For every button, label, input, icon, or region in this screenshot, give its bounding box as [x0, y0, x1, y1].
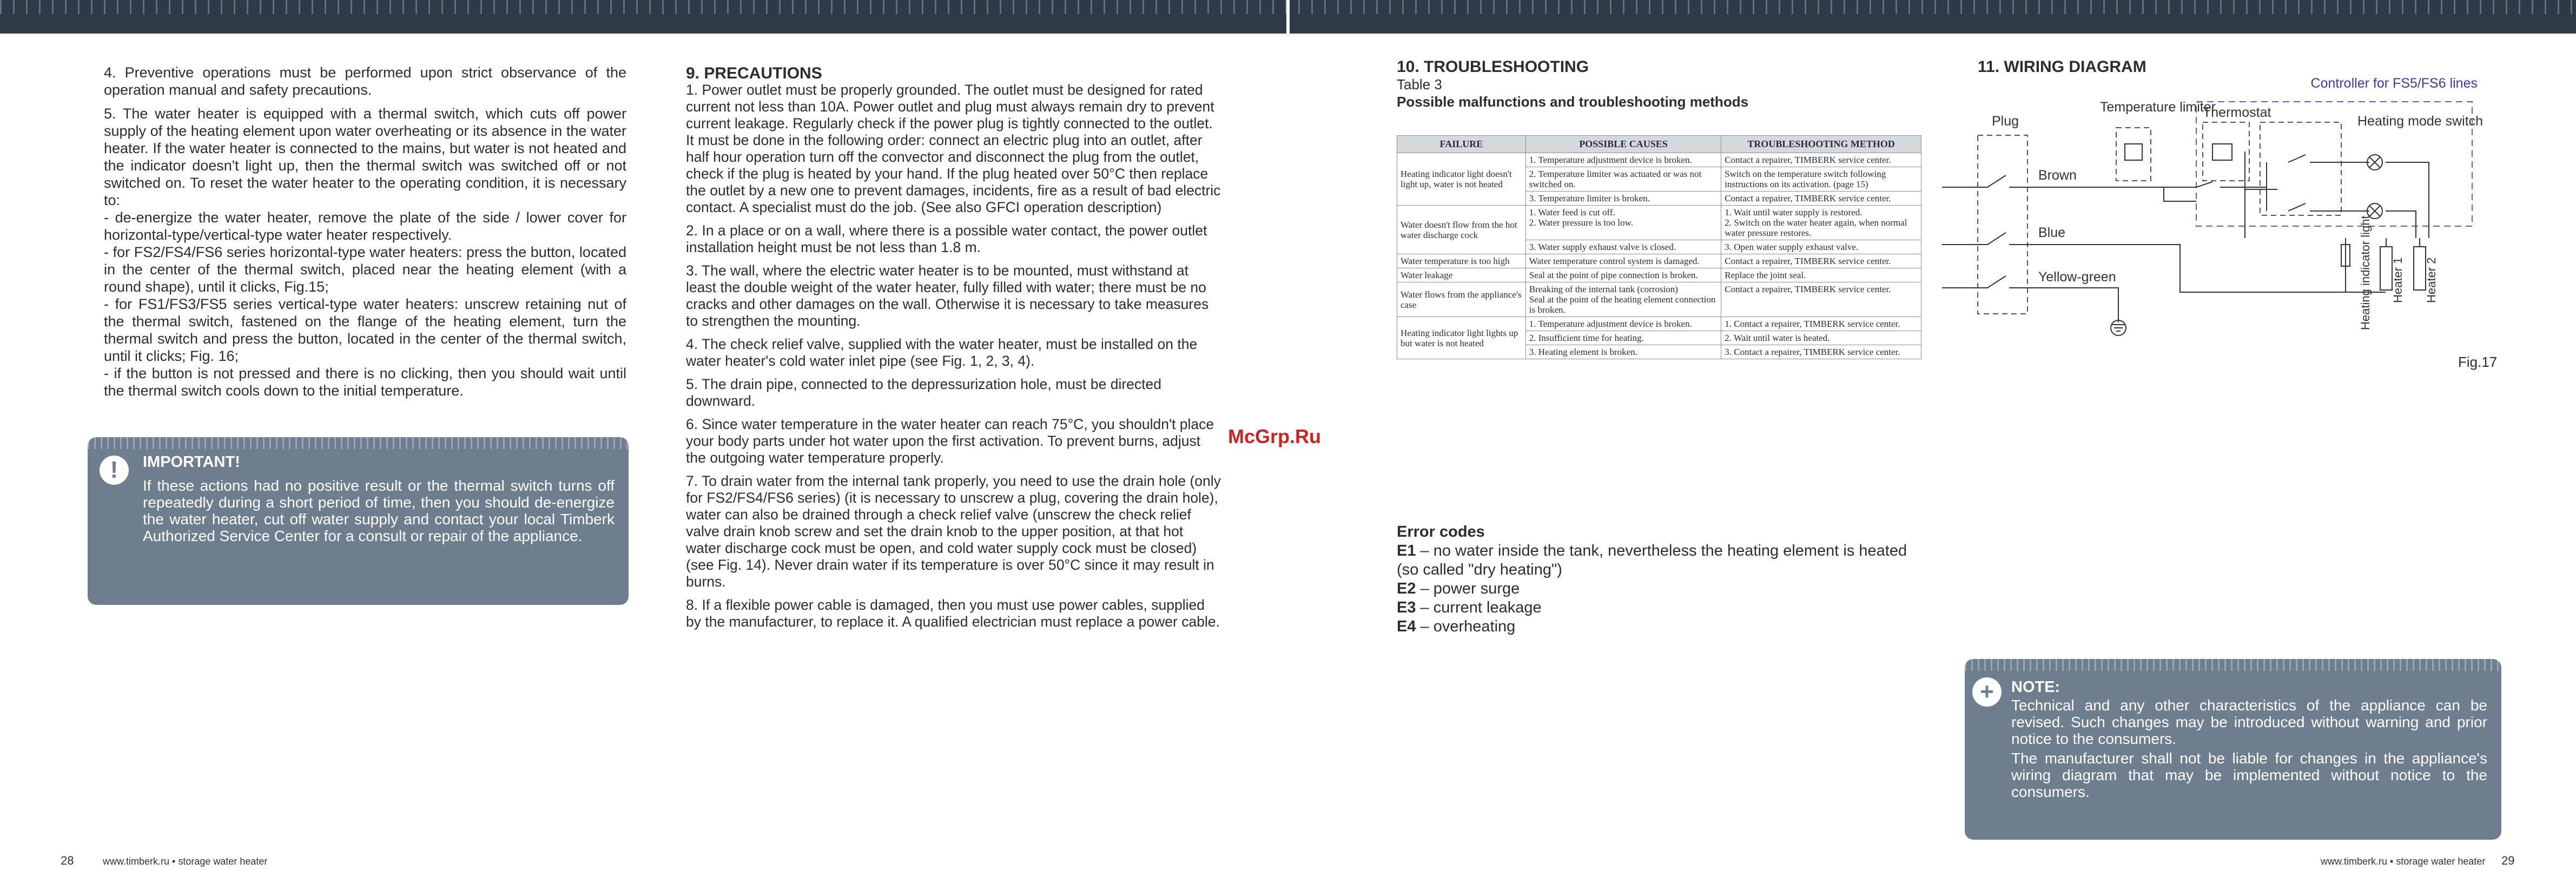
cause-cell: 3. Water supply exhaust valve is closed. — [1525, 240, 1721, 254]
table-row — [1397, 254, 1921, 268]
important-text: If these actions had no positive result or the thermal switch turns off repeatedly during a short period of time, then you should de-energize the water heater, cut off water supply and contact your local Timberk Authorized Service Center for a consult or repair of the appliance. — [143, 477, 615, 544]
failure-cell: Water leakage — [1397, 268, 1526, 282]
error-code-text: – no water inside the tank, nevertheless the heating element is heated (so called "dry heating") — [1397, 542, 1907, 578]
heating-mode-label: Heating mode switch — [2357, 114, 2483, 129]
error-code: E2 — [1397, 580, 1416, 597]
error-codes — [1397, 523, 1927, 636]
limiter-element — [2125, 144, 2142, 160]
internal-wiring — [2164, 151, 2429, 238]
table-row — [1397, 153, 1921, 167]
cause-cell: 1. Temperature adjustment device is broken. — [1525, 153, 1721, 167]
table-row — [1397, 317, 1921, 331]
cause-cell: 1. Water feed is cut off. 2. Water pressure is too low. — [1525, 206, 1721, 240]
heater-2-label: Heater 2 — [2425, 257, 2438, 303]
method-cell: Replace the joint seal. — [1721, 268, 1921, 282]
cause-cell: Breaking of the internal tank (corrosion) Seal at the point of the heating element connection is broken. — [1525, 282, 1721, 317]
method-cell: Contact a repairer, TIMBERK service center. — [1721, 282, 1921, 317]
note-title: NOTE: — [2011, 678, 2060, 696]
precautions-list — [686, 82, 1221, 630]
table-label: Table 3 — [1397, 76, 1442, 93]
cause-cell: 3. Temperature limiter is broken. — [1525, 192, 1721, 206]
method-cell: Contact a repairer, TIMBERK service center. — [1721, 254, 1921, 268]
heater-1-label: Heater 1 — [2391, 257, 2405, 303]
brown-wire — [1942, 175, 2267, 187]
cause-cell: 2. Temperature limiter was actuated or was not switched on. — [1525, 167, 1721, 192]
blue-wire — [1942, 233, 2386, 292]
failure-cell: Water temperature is too high — [1397, 254, 1526, 268]
precautions-column — [686, 65, 1221, 637]
right-page-number: 29 — [2501, 854, 2515, 867]
precaution-item: 2. In a place or on a wall, where there is a possible water contact, the power outlet installation height must be not less than 1.8 m. — [686, 222, 1207, 255]
cause-cell: Seal at the point of pipe connection is broken. — [1525, 268, 1721, 282]
error-codes-title: Error codes — [1397, 523, 1485, 541]
method-cell: Switch on the temperature switch following instructions on its activation. (page 15) — [1721, 167, 1921, 192]
precaution-item: 4. The check relief valve, supplied with the water heater, must be installed on the water heater's cold water inlet pipe (see Fig. 1, 2, 3, 4). — [686, 336, 1198, 369]
step-4: - if the button is not pressed and there is no clicking, then you should wait until the thermal switch cools down to the initial temperature. — [104, 365, 626, 399]
precautions-title: 9. PRECAUTIONS — [686, 64, 822, 82]
header-causes: POSSIBLE CAUSES — [1525, 136, 1721, 153]
yellow-green-label: Yellow-green — [2038, 269, 2116, 285]
note-text-1: Technical and any other characteristics of the appliance can be revised. Such changes may be introduced without warning and prior notice to the consumers. — [2011, 697, 2487, 747]
plug-label: Plug — [1992, 114, 2019, 129]
left-footer: www.timberk.ru • storage water heater — [103, 856, 268, 867]
thermostat-box — [2203, 122, 2249, 181]
thermostat-label: Thermostat — [2203, 105, 2271, 120]
note-box — [1965, 659, 2501, 840]
table-row — [1397, 206, 1921, 240]
limiter-box — [2116, 128, 2151, 181]
blue-label: Blue — [2038, 225, 2066, 240]
controller-label: Controller for FS5/FS6 lines — [2310, 76, 2478, 91]
cause-cell: 3. Heating element is broken. — [1525, 345, 1721, 359]
indicator-label: Heating indicator light — [2359, 215, 2372, 330]
left-page-number: 28 — [61, 854, 74, 867]
method-cell: 1. Wait until water supply is restored. 2. Switch on the water heater again, when normal water pressure restores. — [1721, 206, 1921, 240]
left-column — [104, 64, 626, 399]
lamp-2-cross — [2369, 206, 2380, 216]
heater-lamps — [2341, 155, 2426, 292]
cause-cell: 1. Temperature adjustment device is broken. — [1525, 317, 1721, 331]
method-cell: 3. Open water supply exhaust valve. — [1721, 240, 1921, 254]
failure-cell: Water flows from the appliance's case — [1397, 282, 1526, 317]
error-code-text: – power surge — [1416, 580, 1520, 597]
error-code-text: – overheating — [1416, 618, 1516, 635]
method-cell: 1. Contact a repairer, TIMBERK service center. — [1721, 317, 1921, 331]
thermostat-element — [2212, 144, 2232, 160]
page-divider — [1286, 0, 1290, 34]
mode-switch-box — [2260, 122, 2341, 215]
error-code-item — [1397, 598, 1927, 617]
note-text-2: The manufacturer shall not be liable for changes in the appliance's wiring diagram that may be implemented without notice to the consumers. — [2011, 750, 2487, 800]
precaution-item: 1. Power outlet must be properly grounded. The outlet must be designed for rated current not less than 10A. Power outlet and plug must always remain dry to prevent current leakage. Regularly check if the power plug is tightly connected to the outlet. It must be done in the following order: connect an electric plug into an outlet, after half hour operation turn off the convector and disconnect the plug from the outlet, check if the plug is heated by your hand. If the plug heated over 50°C then replace the outlet by a new one to prevent damages, incidents, fire as a result of bad electric contact. A specialist must do the job. (See also GFCI operation description) — [686, 82, 1221, 215]
watermark: McGrp.Ru — [1228, 425, 1322, 447]
failure-cell: Heating indicator light lights up but water is not heated — [1397, 317, 1526, 359]
error-codes-list — [1397, 542, 1927, 636]
top-decorative-bar — [0, 0, 2576, 34]
plug-box — [1978, 135, 2027, 314]
step-2: - for FS2/FS4/FS6 series horizontal-type water heaters: press the button, located in the center of the thermal switch, placed near the heating element (with a round shape), until it clicks, Fig.15; — [104, 244, 626, 295]
method-cell: 2. Wait until water is heated. — [1721, 331, 1921, 345]
wiring-title: 11. WIRING DIAGRAM — [1978, 58, 2146, 76]
right-footer: www.timberk.ru • storage water heater — [2321, 856, 2486, 867]
troubleshooting-table — [1397, 135, 1921, 359]
table-header-row — [1397, 136, 1921, 153]
troubleshooting-title: 10. TROUBLESHOOTING — [1397, 58, 1589, 76]
ground-symbol — [2112, 325, 2125, 331]
error-code: E1 — [1397, 542, 1416, 559]
limiter-label-text: Temperature limiter — [2100, 100, 2216, 115]
warning-icon: ! — [100, 456, 129, 485]
method-cell: Contact a repairer, TIMBERK service center. — [1721, 153, 1921, 167]
step-3: - for FS1/FS3/FS5 series vertical-type water heaters: unscrew retaining nut of the thermal switch, fastened on the flange of the heating element, turn the thermal switch and press the button, located in the center of the thermal switch, until it clicks; Fig. 16; — [104, 296, 626, 364]
precaution-item: 7. To drain water from the internal tank properly, you need to use the drain hole (only for FS2/FS4/FS6 series) (it is necessary to unscrew a plug, covering the drain hole), water can also be drained through a check relief valve (unscrew the check relief valve drain knob screw and set the drain knob to the upper position, at that hot water discharge cock must be open, and cold water supply cock must be closed) (see Fig. 14). Never drain water if its temperature is over 50°C since it may result in burns. — [686, 473, 1221, 590]
precaution-item: 6. Since water temperature in the water heater can reach 75°C, you shouldn't place your body parts under hot water upon the first activation. To prevent burns, adjust the outgoing water temperature properly. — [686, 416, 1214, 466]
para-4: 4. Preventive operations must be performed upon strict observance of the operation manual and safety precautions. — [104, 64, 626, 98]
step-1: - de-energize the water heater, remove the plate of the side / lower cover for horizontal-type/vertical-type water heater respectively. — [104, 209, 626, 243]
para-5: 5. The water heater is equipped with a thermal switch, which cuts off power supply of the heating element upon water overheating or its absence in the water heater. If the water heater is connected to the mains, but water is not heated and the indicator doesn't light up, then the thermal switch was switched off or not switched on. To reset the water heater to the operating condition, it is necessary to: — [104, 106, 626, 208]
table-subtitle: Possible malfunctions and troubleshooting methods — [1397, 94, 1749, 110]
error-code: E4 — [1397, 618, 1416, 635]
header-failure: FAILURE — [1397, 136, 1526, 153]
cause-cell: 2. Insufficient time for heating. — [1525, 331, 1721, 345]
error-code: E3 — [1397, 599, 1416, 616]
important-box — [88, 437, 629, 605]
important-title: IMPORTANT! — [143, 453, 240, 471]
error-code-text: – current leakage — [1416, 599, 1542, 616]
method-cell: Contact a repairer, TIMBERK service center. — [1721, 192, 1921, 206]
method-cell: 3. Contact a repairer, TIMBERK service center. — [1721, 345, 1921, 359]
precaution-item: 8. If a flexible power cable is damaged, then you must use power cables, supplied by the manufacturer, to replace it. A qualified electrician must replace a power cable. — [686, 597, 1220, 630]
table-row — [1397, 268, 1921, 282]
important-stripe — [88, 437, 629, 449]
troubleshooting-header — [1397, 58, 1927, 110]
error-code-item — [1397, 617, 1927, 636]
cause-cell: Water temperature control system is damaged. — [1525, 254, 1721, 268]
brown-label: Brown — [2038, 168, 2077, 183]
precaution-item: 3. The wall, where the electric water heater is to be mounted, must withstand at least the double weight of the water heater, fully filled with water; there must be no cracks and other damages on the wall. Otherwise it is necessary to take measures to strengthen the mounting. — [686, 262, 1209, 329]
plus-icon: + — [1972, 677, 2002, 707]
note-stripe — [1965, 659, 2501, 671]
error-code-item — [1397, 579, 1927, 598]
wiring-diagram — [1942, 76, 2483, 346]
error-code-item — [1397, 542, 1927, 579]
lamp-1-cross — [2369, 157, 2380, 168]
precaution-item: 5. The drain pipe, connected to the depressurization hole, must be directed downward. — [686, 376, 1161, 409]
table-row — [1397, 282, 1921, 317]
failure-cell: Water doesn't flow from the hot water discharge cock — [1397, 206, 1526, 254]
heater-1-element — [2380, 247, 2392, 290]
heater-2-element — [2414, 247, 2426, 290]
figure-caption: Fig.17 — [2458, 354, 2498, 370]
header-method: TROUBLESHOOTING METHOD — [1721, 136, 1921, 153]
failure-cell: Heating indicator light doesn't light up, water is not heated — [1397, 153, 1526, 206]
